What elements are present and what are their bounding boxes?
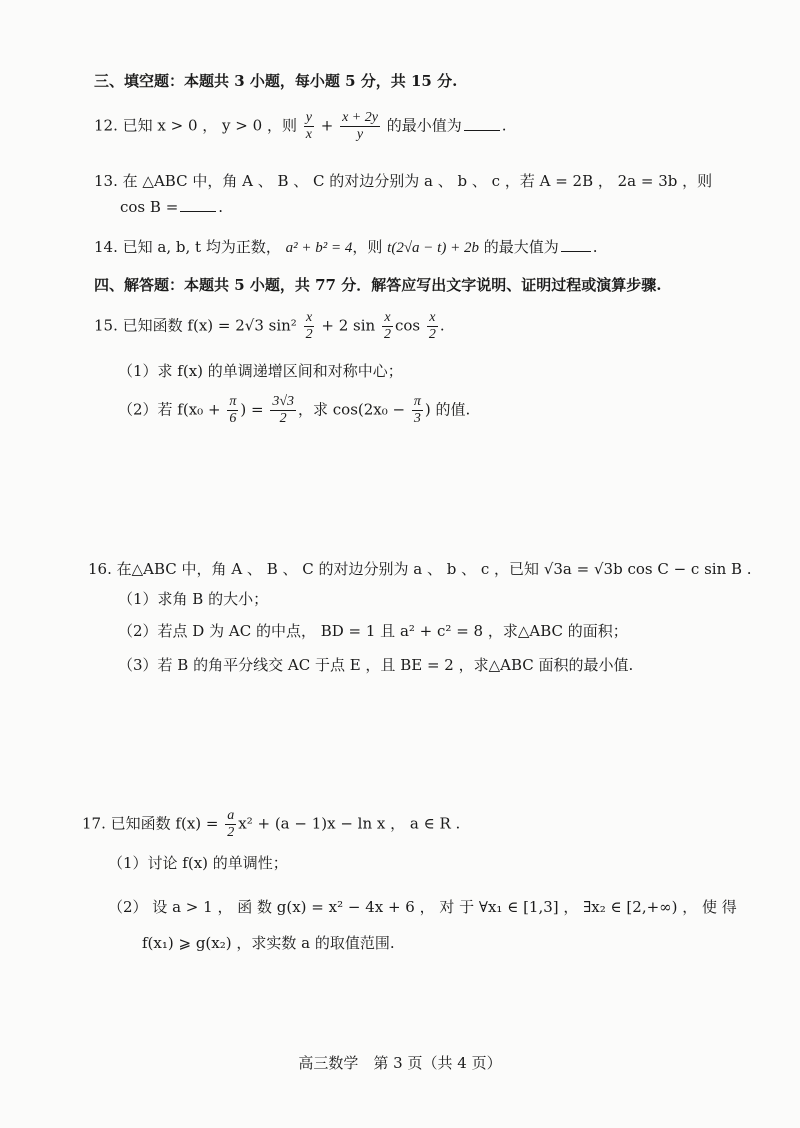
denominator: y (356, 127, 364, 143)
answer-blank[interactable] (561, 251, 591, 252)
question-15-part2 (118, 394, 470, 427)
plus-sign: + (320, 116, 334, 135)
question-number: 12. (94, 116, 118, 135)
question-13-line2: cos B = . (120, 198, 224, 216)
fraction (270, 394, 296, 427)
fraction (227, 394, 238, 427)
fraction (382, 310, 393, 343)
question-text: x² + (a − 1)x − ln x ， a ∈ R . (238, 814, 461, 833)
fraction (340, 110, 380, 143)
fraction (304, 110, 314, 143)
question-text: + 2 sin (321, 316, 376, 335)
question-text: ) = (240, 400, 264, 419)
question-16-part1: （1）求角 B 的大小； (118, 590, 269, 608)
denominator: 2 (227, 825, 235, 841)
fraction (304, 310, 315, 343)
denominator: x (305, 127, 312, 143)
question-text: 在△ABC 中，角 A 、 B 、 C 的对边分别为 a 、 b 、 c ，已知 √3a = √3b cos C − c sin B . (116, 560, 752, 578)
question-text: 已知 a, b, t 均为正数， (122, 238, 281, 256)
answer-blank[interactable] (180, 211, 216, 212)
question-16 (88, 560, 752, 578)
question-13-line1 (94, 172, 712, 190)
question-text: 已知函数 f(x) = 2√3 sin² (122, 316, 297, 335)
numerator: π (412, 394, 423, 411)
question-17 (82, 808, 460, 841)
question-number: 16. (88, 560, 112, 578)
numerator: x (427, 310, 437, 327)
numerator: y (304, 110, 314, 127)
question-17-part2-line1: （2） 设 a > 1 ， 函 数 g(x) = x² − 4x + 6 ， 对 于 ∀x₁ ∈ [1,3] ， ∃x₂ ∈ [2,+∞) ， 使 得 (108, 898, 737, 916)
answer-blank[interactable] (464, 130, 500, 131)
question-text: 已知函数 f(x) = (110, 814, 219, 833)
denominator: 6 (229, 411, 237, 427)
fraction (427, 310, 438, 343)
question-text: 已知 x > 0 ， y > 0 ，则 (122, 116, 297, 135)
math-condition: a² + b² = 4 (285, 240, 353, 256)
numerator: 3√3 (270, 394, 296, 411)
question-text: （2）若 f(x₀ + (118, 400, 221, 419)
question-text: ，求 cos(2x₀ − (298, 400, 406, 419)
question-17-part2-line2: f(x₁) ⩾ g(x₂) ，求实数 a 的取值范围. (142, 934, 395, 952)
numerator: x + 2y (340, 110, 380, 127)
question-text: cos (394, 316, 421, 335)
question-15-part1: （1）求 f(x) 的单调递增区间和对称中心； (118, 362, 403, 380)
question-text: 在 △ABC 中，角 A 、 B 、 C 的对边分别为 a 、 b 、 c ，若 A = 2B ， 2a = 3b ，则 (122, 172, 713, 190)
fraction (412, 394, 423, 427)
math-expression: t(2√a − t) + 2b (387, 240, 479, 256)
numerator: x (304, 310, 314, 327)
denominator: 2 (428, 327, 436, 343)
page-footer: 高三数学 第 3 页（共 4 页） (298, 1054, 502, 1072)
section-heading-solutions: 四、解答题：本题共 5 小题，共 77 分．解答应写出文字说明、证明过程或演算步骤. (94, 276, 662, 294)
question-number: 17. (82, 814, 106, 833)
question-12: 12. 已知 x > 0 ， y > 0 ，则 $\frac{y}{x}$ + $\frac{x + 2y}{y}$ 的最小值为 . (94, 110, 507, 143)
question-14: 14. 已知 a, b, t 均为正数， a² + b² = 4，则 t(2√a − t) + 2b 的最大值为 . (94, 238, 598, 256)
question-number: 15. (94, 316, 118, 335)
denominator: 2 (305, 327, 313, 343)
denominator: 2 (279, 411, 287, 427)
numerator: x (382, 310, 392, 327)
question-text: cos B = (120, 198, 179, 216)
section-heading-fill-in: 三、填空题：本题共 3 小题，每小题 5 分，共 15 分. (94, 72, 458, 90)
question-16-part3: （3）若 B 的角平分线交 AC 于点 E ，且 BE = 2 ，求△ABC 面积的最小值. (118, 656, 634, 674)
question-number: 13. (94, 172, 118, 190)
question-text: 的最小值为 (386, 116, 462, 135)
fraction (225, 808, 236, 841)
question-number: 14. (94, 238, 118, 256)
numerator: a (225, 808, 236, 825)
denominator: 2 (383, 327, 391, 343)
question-15 (94, 310, 445, 343)
denominator: 3 (413, 411, 421, 427)
question-17-part1: （1）讨论 f(x) 的单调性； (108, 854, 288, 872)
question-text: . (439, 316, 445, 335)
question-16-part2: （2）若点 D 为 AC 的中点， BD = 1 且 a² + c² = 8 ，求△ABC 的面积； (118, 622, 628, 640)
question-text: 的最大值为 (483, 238, 559, 256)
numerator: π (227, 394, 238, 411)
question-text: ) 的值. (424, 400, 471, 419)
question-text: ，则 (352, 238, 383, 256)
